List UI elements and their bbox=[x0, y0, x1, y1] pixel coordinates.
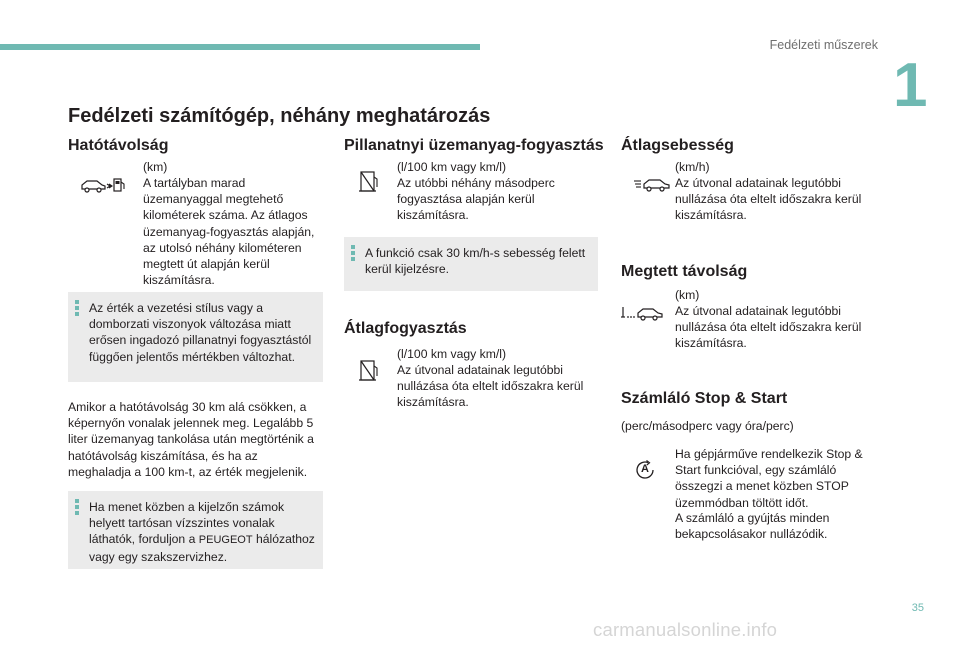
watermark: carmanualsonline.info bbox=[593, 619, 778, 640]
page-title: Fedélzeti számítógép, néhány meghatározás bbox=[68, 105, 491, 127]
instant-consumption-note-box bbox=[344, 237, 598, 291]
note-marker-icon bbox=[75, 499, 79, 517]
stop-start-description-2: A számláló a gyújtás minden bekapcsolásakor nullázódik. bbox=[675, 511, 830, 542]
range-description: A tartályban marad üzemanyaggal megtehető kilométerek száma. Az átlagos üzemanyag-fogyasztás alapján, az utolsó néhány kilométeren megtett út alapján kerül kiszámításra. bbox=[143, 176, 315, 288]
fuel-pump-icon bbox=[356, 359, 380, 383]
average-consumption-unit: (l/100 km vagy km/l) bbox=[397, 347, 507, 361]
brand-name: PEUGEOT bbox=[198, 534, 253, 547]
instant-consumption-unit: (l/100 km vagy km/l) bbox=[397, 160, 507, 174]
average-speed-description: Az útvonal adatainak legutóbbi nullázása óta eltelt időszakra kerül kiszámításra. bbox=[675, 176, 862, 223]
fuel-pump-icon bbox=[356, 170, 380, 194]
range-note-text: Az érték a vezetési stílus vagy a domborzati viszonyok változása miatt erősen ingadozó pillanatnyi fogyasztástól függően jelentős mértékben változhat. bbox=[89, 301, 312, 364]
instant-consumption-description: Az utóbbi néhány másodperc fogyasztása alapján kerül kiszámításra. bbox=[397, 176, 555, 223]
stop-start-icon-letter: A bbox=[641, 463, 649, 475]
range-paragraph: Amikor a hatótávolság 30 km alá csökken, a képernyőn vonalak jelennek meg. Legalább 5 liter üzemanyag tankolása után megtörténik a hatótávolság kiszámítása, és ha az meghaladja a 100 km-t, az érték megjelenik. bbox=[68, 400, 314, 479]
stop-start-description: Ha gépjárműve rendelkezik Stop & Start funkcióval, egy számláló összegzi a menet közben STOP üzemmódban töltött időt. bbox=[675, 447, 863, 510]
instant-consumption-title: Pillanatnyi üzemanyag-fogyasztás bbox=[344, 137, 604, 154]
page-number: 35 bbox=[911, 602, 924, 614]
average-speed-title: Átlagsebesség bbox=[621, 137, 734, 154]
stop-start-icon bbox=[634, 459, 656, 481]
range-title: Hatótávolság bbox=[68, 137, 169, 154]
header-accent-bar bbox=[0, 44, 480, 50]
average-consumption-description: Az útvonal adatainak legutóbbi nullázása óta eltelt időszakra kerül kiszámításra. bbox=[397, 363, 584, 410]
car-speed-icon bbox=[633, 174, 673, 194]
distance-description: Az útvonal adatainak legutóbbi nullázása óta eltelt időszakra kerül kiszámításra. bbox=[675, 304, 862, 351]
range-note2-box bbox=[68, 491, 323, 569]
average-consumption-title: Átlagfogyasztás bbox=[344, 320, 467, 337]
average-speed-unit: (km/h) bbox=[675, 160, 710, 174]
range-note2-text: Ha menet közben a kijelzőn számok helyett tartósan vízszintes vonalak láthatók, forduljon a PEUGEOT hálózathoz vagy egy szakszervizhez. bbox=[89, 500, 315, 564]
stop-start-title: Számláló Stop & Start bbox=[621, 390, 788, 407]
stop-start-unit: (perc/másodperc vagy óra/perc) bbox=[621, 419, 794, 433]
chapter-name: Fedélzeti műszerek bbox=[769, 38, 878, 52]
distance-unit: (km) bbox=[675, 288, 700, 302]
distance-title: Megtett távolság bbox=[621, 263, 748, 280]
range-unit: (km) bbox=[143, 160, 168, 174]
instant-consumption-note-text: A funkció csak 30 km/h-s sebesség felett kerül kijelzésre. bbox=[365, 246, 586, 277]
note-marker-icon bbox=[75, 300, 79, 318]
range-car-fuel-icon bbox=[80, 176, 126, 194]
distance-car-icon bbox=[620, 304, 666, 322]
chapter-number: 1 bbox=[893, 51, 928, 120]
note-marker-icon bbox=[351, 245, 355, 263]
range-note-box bbox=[68, 292, 323, 382]
